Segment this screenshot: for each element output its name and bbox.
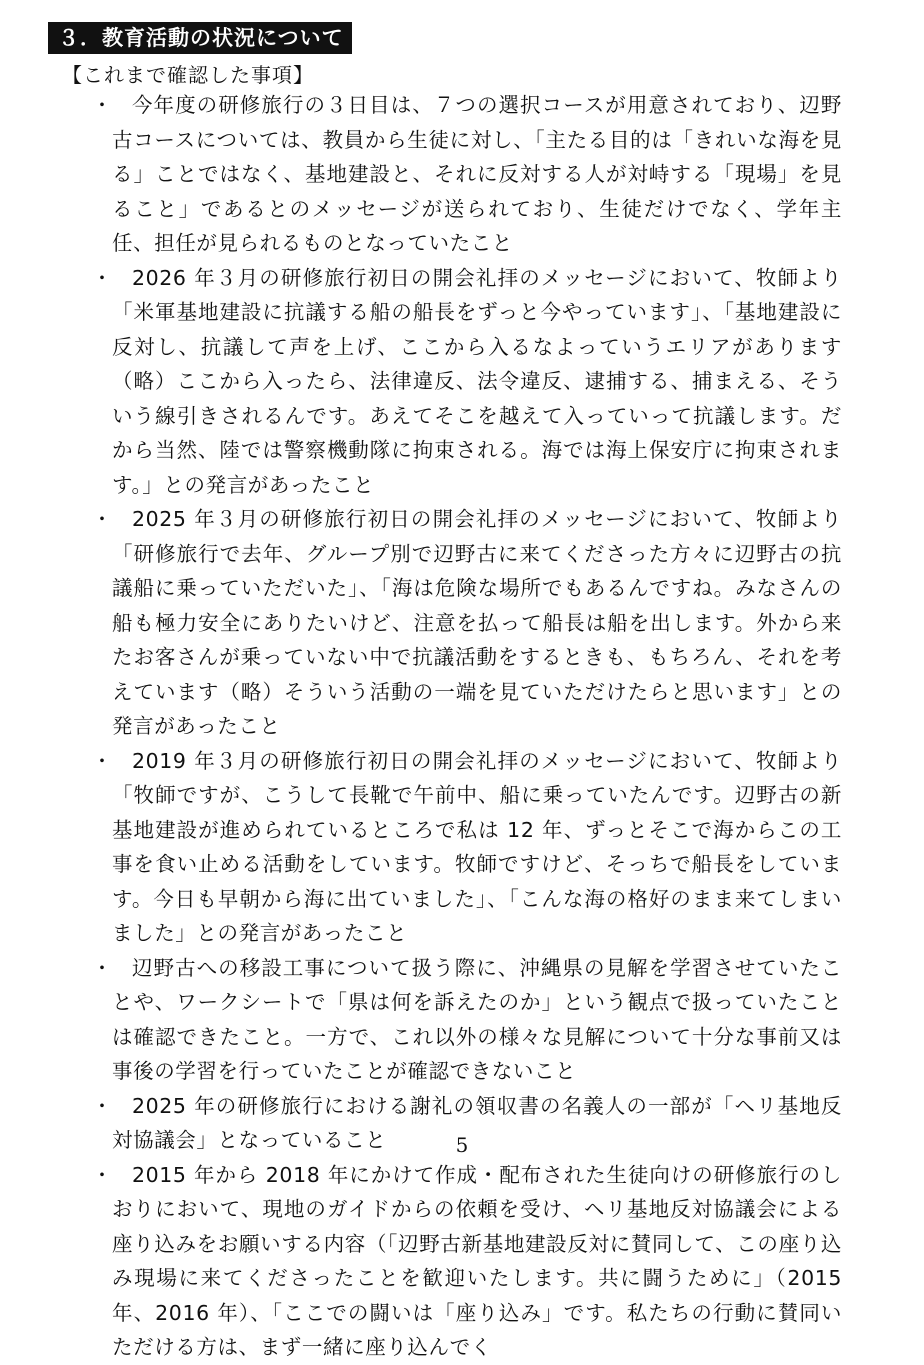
list-item — [0, 744, 842, 951]
list-item — [0, 951, 842, 1089]
sub-heading: 【これまで確認した事項】 — [62, 63, 314, 87]
bullet-icon: ・ — [92, 93, 113, 117]
list-item-text: 今年度の研修旅行の３日目は、７つの選択コースが用意されており、辺野古コースについては、教員から生徒に対し、「主たる目的は「きれいな海を見る」ことではなく、基地建設と、それに反対する人が対峙する「現場」を見ること」であるとのメッセージが送られており、生徒だけでなく、学年主任、担任が見られるものとなっていたこと — [112, 93, 842, 255]
list-item — [0, 88, 842, 261]
bullet-icon: ・ — [92, 748, 113, 773]
confirmed-items-list — [0, 88, 924, 1365]
bullet-icon: ・ — [92, 507, 113, 531]
bullet-icon: ・ — [92, 1093, 113, 1118]
list-item-text: 2025 年３月の研修旅行初日の開会礼拝のメッセージにおいて、牧師より「研修旅行で去年、グループ別で辺野古に来てくださった方々に辺野古の抗議船に乗っていただいた」、「海は危険な場所でもあるんですね。みなさんの船も極力安全にありたいけど、注意を払って船長は船を出します。外から来たお客さんが乗っていない中で抗議活動をするときも、もちろん、それを考えています（略）そういう活動の一端を見ていただけたらと思います」との発言があったこと — [112, 507, 842, 738]
page-number: 5 — [455, 1133, 469, 1157]
list-item-text: 2019 年３月の研修旅行初日の開会礼拝のメッセージにおいて、牧師より「牧師ですが、こうして長靴で午前中、船に乗っていたんです。辺野古の新基地建設が進められているところで私は 12 年、ずっとそこで海からこの工事を食い止める活動をしています。牧師ですけど、そっちで船長をしています。今日も早朝から海に出ていました」、「こんな海の格好のまま来てしまいました」との発言があったこと — [112, 748, 842, 945]
list-item — [0, 502, 842, 744]
list-item-text: 辺野古への移設工事について扱う際に、沖縄県の見解を学習させていたことや、ワークシートで「県は何を訴えたのか」という観点で扱っていたことは確認できたこと。一方で、これ以外の様々な見解について十分な事前又は事後の学習を行っていたことが確認できないこと — [112, 955, 842, 1083]
list-item — [0, 261, 842, 503]
bullet-icon: ・ — [92, 955, 113, 980]
list-item — [0, 1158, 842, 1365]
bullet-icon: ・ — [92, 1162, 113, 1187]
list-item-text: 2015 年から 2018 年にかけて作成・配布された生徒向けの研修旅行のしおりにおいて、現地のガイドからの依頼を受け、ヘリ基地反対協議会による座り込みをお願いする内容（「辺野古新基地建設反対に賛同して、この座り込み現場に来てくださったことを歓迎いたします。共に闘うために」（2015 年、2016 年）、「ここでの闘いは「座り込み」です。私たちの行動に賛同いただける方は、まず一緒に座り込んでく — [112, 1162, 842, 1359]
bullet-icon: ・ — [92, 265, 113, 290]
list-item-text: 2026 年３月の研修旅行初日の開会礼拝のメッセージにおいて、牧師より「米軍基地建設に抗議する船の船長をずっと今やっています」、「基地建設に反対し、抗議して声を上げ、ここから入るなよっていうエリアがあります（略）ここから入ったら、法律違反、法令違反、逮捕する、捕まえる、そういう線引きされるんです。あえてそこを越えて入っていって抗議します。だから当然、陸では警察機動隊に拘束される。海では海上保安庁に拘束されます。」との発言があったこと — [112, 265, 842, 497]
list-item-text: 2025 年の研修旅行における謝礼の領収書の名義人の一部が「ヘリ基地反対協議会」となっていること — [112, 1093, 842, 1152]
section-heading: ３．教育活動の状況について — [48, 22, 352, 54]
